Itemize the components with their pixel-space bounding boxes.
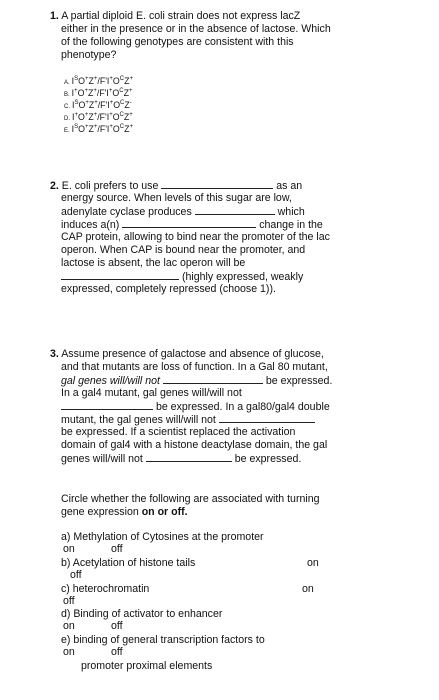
q2-text-6: operon. When CAP is bound near the promoter, and	[61, 244, 306, 256]
q2-blank-3[interactable]	[122, 218, 256, 228]
item-a-label: a) Methylation of Cytosines at the promoter	[61, 531, 264, 543]
circle-instruction-2	[61, 506, 188, 518]
item-e-label: e) binding of general transcription factors to	[61, 634, 265, 646]
q3-text-8: domain of gal4 with a histone deactylase domain, the gal	[61, 439, 328, 451]
q2-blank-1[interactable]	[161, 179, 273, 189]
item-c-off[interactable]: off	[63, 595, 75, 607]
item-c-on[interactable]: on	[302, 583, 314, 595]
q1-option-genotype: $I^+O^+Z^+/F'I^+O^CZ^+$	[72, 112, 133, 122]
q3-text-7: be expressed. If a scientist replaced the activation	[61, 426, 296, 438]
q1-option-letter: D.	[64, 116, 70, 122]
q1-option-genotype: $I^SO^+Z^+/F'I^+O^CZ^+$	[71, 124, 133, 134]
q3-text-6: mutant, the gal genes will/will not	[61, 414, 216, 426]
item-b-on[interactable]: on	[307, 557, 319, 569]
q2-text-7: lactose is absent, the lac operon will be	[61, 257, 246, 269]
q2-text-3b: which	[277, 206, 305, 218]
item-a-off[interactable]: off	[111, 543, 123, 555]
q1-number: 1.	[50, 10, 59, 22]
q2-line-8	[61, 270, 303, 283]
q2-line-4	[61, 218, 323, 231]
q1-option-genotype: $I^SO^+Z^+/F'I^+O^CZ^-$	[72, 100, 132, 110]
q3-text-3a: gal genes will/will not	[61, 375, 160, 387]
q3-line-9	[61, 452, 301, 465]
q2-blank-2[interactable]	[195, 205, 275, 215]
q1-option-letter: C.	[64, 104, 70, 110]
q1-text-1: A partial diploid E. coli strain does not express lacZ	[61, 10, 301, 22]
q2-line-1	[50, 179, 302, 192]
q3-line-3	[61, 374, 332, 387]
q3-blank-3[interactable]	[219, 413, 315, 423]
q3-line-6	[61, 413, 315, 426]
q2-text-8b: (highly expressed, weakly	[181, 271, 304, 283]
q2-text-1a: E. coli prefers to use	[61, 180, 159, 192]
item-e-on[interactable]: on	[63, 646, 75, 658]
q2-text-4b: change in the	[259, 219, 323, 231]
q1-option-genotype: $I^+O^+Z^+/F'I^+O^CZ^+$	[71, 88, 133, 98]
q3-text-1: Assume presence of galactose and absence of glucose,	[61, 348, 324, 360]
q3-blank-4[interactable]	[146, 452, 232, 462]
q3-text-4: In a gal4 mutant, gal genes will/will not	[61, 387, 242, 399]
circle-instruction-1: Circle whether the following are associated with turning	[61, 493, 320, 505]
q3-text-2: and that mutants are loss of function. In a Gal 80 mutant,	[61, 361, 328, 373]
item-b-off[interactable]: off	[70, 569, 82, 581]
q2-text-2: energy source. When levels of this sugar are low,	[61, 192, 292, 204]
item-e-extra: promoter proximal elements	[81, 660, 213, 672]
q1-text-4: phenotype?	[61, 49, 117, 61]
item-b-label: b) Acetylation of histone tails	[61, 557, 196, 569]
q3-text-5b: be expressed. In a gal80/gal4 double	[155, 401, 330, 413]
q1-option-letter: E.	[64, 128, 70, 134]
q3-text-9a: genes will/will not	[61, 453, 143, 465]
q3-number: 3.	[50, 348, 59, 360]
item-d-off[interactable]: off	[111, 620, 123, 632]
q3-text-3b: be expressed.	[265, 375, 333, 387]
q3-blank-1[interactable]	[163, 374, 263, 384]
item-e-off[interactable]: off	[111, 646, 123, 658]
q3-text-9b: be expressed.	[234, 453, 302, 465]
circle-instruction-2a: gene expression	[61, 506, 142, 518]
circle-instruction-2b: on or off.	[141, 506, 188, 518]
item-a-on[interactable]: on	[63, 543, 75, 555]
q2-text-9: expressed, completely repressed (choose 1)).	[61, 283, 276, 295]
q2-blank-4[interactable]	[61, 270, 179, 280]
q1-option-letter: A.	[64, 80, 70, 86]
q1-option-e[interactable]	[64, 121, 133, 137]
q1-line-1	[50, 10, 300, 22]
q1-option-genotype: $I^SO^+Z^+/F'I^+O^CZ^+$	[71, 76, 133, 86]
q1-text-3: of the following genotypes are consistent with this	[61, 36, 294, 48]
q2-text-3a: adenylate cyclase produces	[61, 206, 192, 218]
q3-blank-2[interactable]	[61, 400, 153, 410]
q3-line-5	[61, 400, 330, 413]
q1-option-letter: B.	[64, 92, 70, 98]
item-c-label: c) heterochromatin	[61, 583, 150, 595]
q2-line-3	[61, 205, 305, 218]
item-d-on[interactable]: on	[63, 620, 75, 632]
q1-text-2: either in the presence or in the absence of lactose. Which	[61, 23, 331, 35]
q2-text-4a: induces a(n)	[61, 219, 120, 231]
q2-text-5: CAP protein, allowing to bind near the promoter of the lac	[61, 231, 330, 243]
item-d-label: d) Binding of activator to enhancer	[61, 608, 223, 620]
q3-line-1	[50, 348, 324, 360]
q2-text-1b: as an	[276, 180, 303, 192]
q2-number: 2.	[50, 180, 59, 192]
